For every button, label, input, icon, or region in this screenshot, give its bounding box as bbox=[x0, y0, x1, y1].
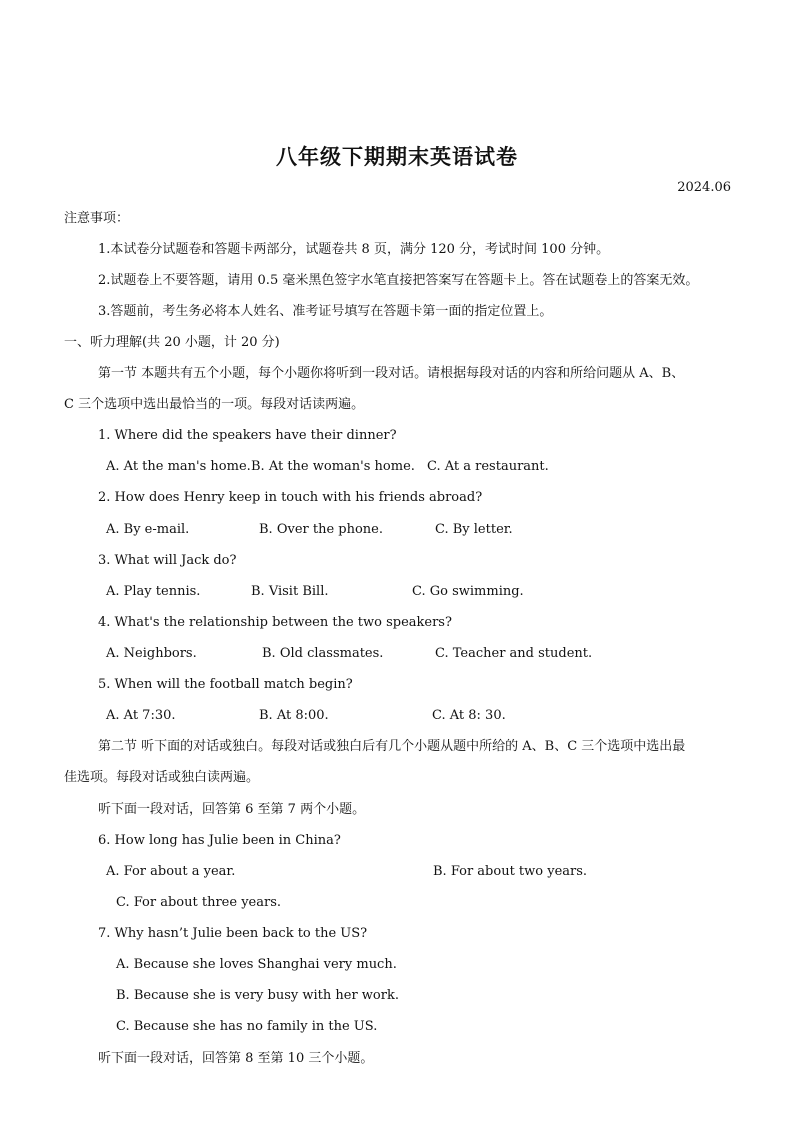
q2-option-c: C. By letter. bbox=[435, 522, 513, 537]
q2-option-a: A. By e-mail. bbox=[106, 522, 190, 537]
q7-option-c: C. Because she has no family in the US. bbox=[116, 1019, 378, 1034]
q1-option-a: A. At the man's home. bbox=[106, 459, 251, 474]
q5-option-b: B. At 8:00. bbox=[259, 708, 329, 723]
q6-option-a: A. For about a year. bbox=[106, 864, 236, 879]
q1-option-b: B. At the woman's home. bbox=[251, 459, 415, 474]
section-heading: 一、听力理解(共 20 小题，计 20 分) bbox=[64, 335, 280, 350]
question-6: 6. How long has Julie been in China? bbox=[98, 833, 341, 848]
exam-date: 2024.06 bbox=[677, 180, 731, 195]
dialog1-intro: 听下面一段对话，回答第 6 至第 7 两个小题。 bbox=[98, 802, 366, 817]
notice-heading: 注意事项： bbox=[64, 211, 130, 226]
part1-intro-line2: C 三个选项中选出最恰当的一项。每段对话读两遍。 bbox=[64, 397, 365, 412]
part2-intro-line1: 第二节 听下面的对话或独白。每段对话或独白后有几个小题从题中所给的 A、B、C 三个选项中选出最 bbox=[98, 739, 686, 754]
q3-option-a: A. Play tennis. bbox=[106, 584, 201, 599]
question-5: 5. When will the football match begin? bbox=[98, 677, 353, 692]
q7-option-b: B. Because she is very busy with her work. bbox=[116, 988, 399, 1003]
part1-intro-line1: 第一节 本题共有五个小题，每个小题你将听到一段对话。请根据每段对话的内容和所给问题从 A、B、 bbox=[98, 366, 685, 381]
page-title: 八年级下期期末英语试卷 bbox=[276, 144, 518, 169]
q3-option-c: C. Go swimming. bbox=[412, 584, 524, 599]
question-4: 4. What's the relationship between the two speakers? bbox=[98, 615, 452, 630]
notice-item-3: 3.答题前，考生务必将本人姓名、准考证号填写在答题卡第一面的指定位置上。 bbox=[98, 304, 553, 319]
question-7: 7. Why hasn’t Julie been back to the US? bbox=[98, 926, 368, 941]
q5-option-a: A. At 7:30. bbox=[106, 708, 176, 723]
q4-option-b: B. Old classmates. bbox=[262, 646, 384, 661]
notice-item-2: 2.试题卷上不要答题，请用 0.5 毫米黑色签字水笔直接把答案写在答题卡上。答在试题卷上的答案无效。 bbox=[98, 273, 699, 288]
q5-option-c: C. At 8: 30. bbox=[432, 708, 506, 723]
question-3: 3. What will Jack do? bbox=[98, 553, 237, 568]
question-1: 1. Where did the speakers have their dinner? bbox=[98, 428, 397, 443]
q4-option-a: A. Neighbors. bbox=[106, 646, 197, 661]
q1-option-c: C. At a restaurant. bbox=[427, 459, 549, 474]
q6-option-c: C. For about three years. bbox=[116, 895, 281, 910]
part2-intro-line2: 佳选项。每段对话或独白读两遍。 bbox=[64, 770, 260, 785]
notice-item-1: 1.本试卷分试题卷和答题卡两部分，试题卷共 8 页，满分 120 分，考试时间 100 分钟。 bbox=[98, 242, 610, 257]
q6-option-b: B. For about two years. bbox=[433, 864, 588, 879]
dialog2-intro: 听下面一段对话，回答第 8 至第 10 三个小题。 bbox=[98, 1051, 374, 1066]
q3-option-b: B. Visit Bill. bbox=[251, 584, 329, 599]
q7-option-a: A. Because she loves Shanghai very much. bbox=[116, 957, 397, 972]
q4-option-c: C. Teacher and student. bbox=[435, 646, 593, 661]
q2-option-b: B. Over the phone. bbox=[259, 522, 384, 537]
question-2: 2. How does Henry keep in touch with his friends abroad? bbox=[98, 490, 483, 505]
